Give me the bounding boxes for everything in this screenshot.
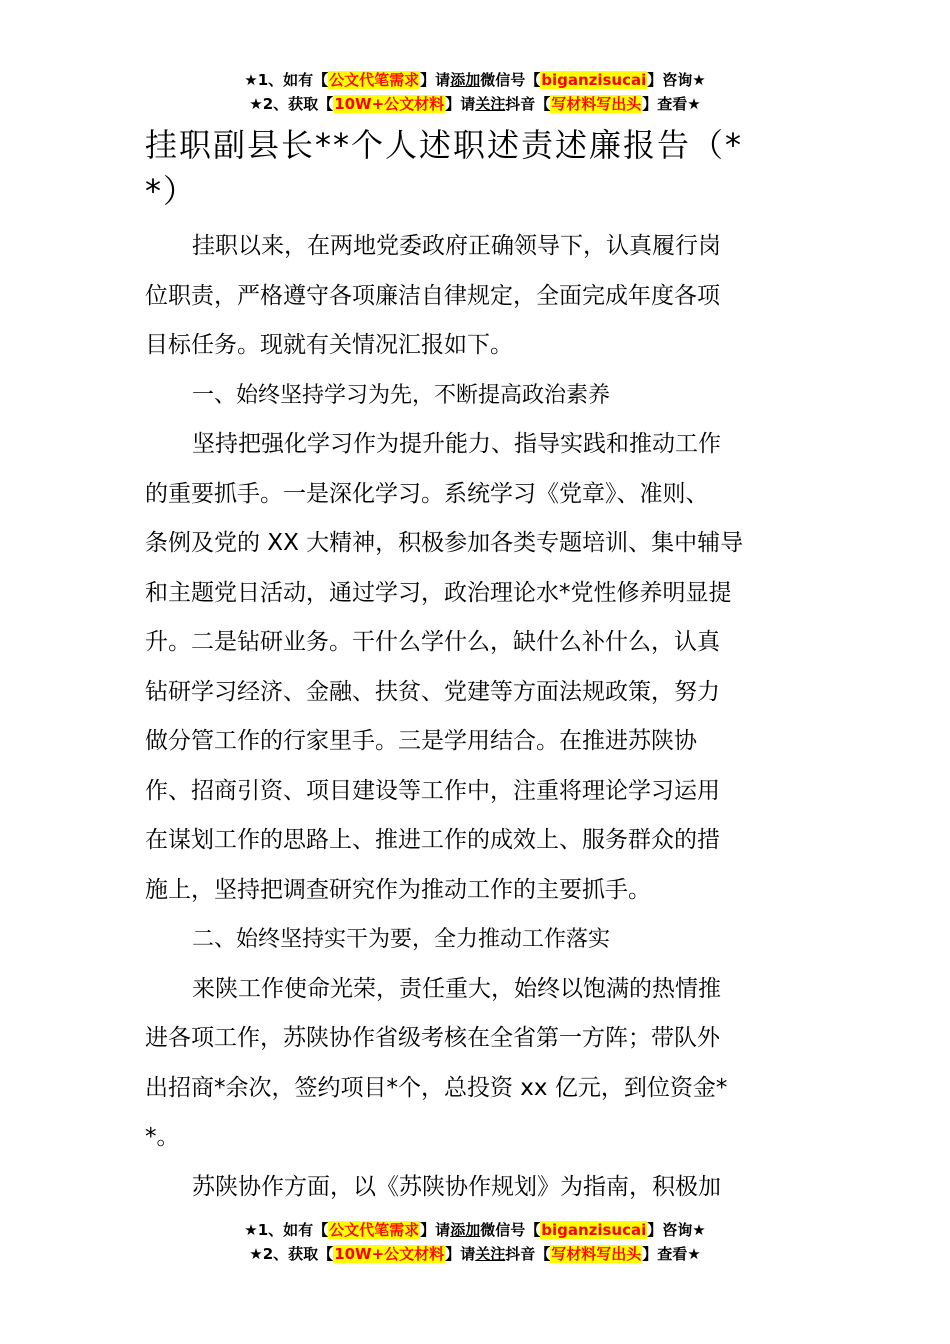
banner-text: 】请 — [445, 95, 476, 113]
banner-highlight: 公文代笔需求 — [329, 1221, 420, 1239]
paragraph-line: 挂职以来，在两地党委政府正确领导下，认真履行岗 — [192, 233, 721, 259]
banner-text: ★1、如有【 — [244, 1221, 329, 1239]
paragraph-line: 来陕工作使命光荣，责任重大，始终以饱满的热情推 — [192, 975, 721, 1002]
paragraph-line: 和主题党日活动，通过学习，政治理论水*党性修养明显提 — [145, 579, 732, 606]
paragraph-line: 条例及党的 XX 大精神，积极参加各类专题培训、集中辅导 — [145, 530, 744, 556]
paragraph-line: 出招商*余次，签约项目*个，总投资 xx 亿元，到位资金* — [145, 1074, 728, 1101]
paragraph-line: 苏陕协作方面，以《苏陕协作规划》为指南，积极加 — [192, 1173, 721, 1200]
banner-text: 抖音【 — [505, 1245, 551, 1263]
footer-banner — [0, 1218, 950, 1266]
banner-text: 】查看★ — [642, 95, 701, 113]
paragraph-line: 进各项工作，苏陕协作省级考核在全省第一方阵；带队外 — [145, 1025, 720, 1051]
banner-line-2 — [0, 1242, 950, 1266]
banner-highlight: biganzisucai — [541, 1221, 647, 1239]
banner-text: 】咨询★ — [647, 1221, 706, 1239]
paragraph-line: 的重要抓手。一是深化学习。系统学习《党章》、准则、 — [145, 480, 709, 507]
paragraph-line: 位职责，严格遵守各项廉洁自律规定，全面完成年度各项 — [145, 282, 720, 309]
banner-text: 】请 — [420, 1221, 451, 1239]
paragraph-line: 目标任务。现就有关情况汇报如下。 — [145, 332, 513, 358]
paragraph-line: 坚持把强化学习作为提升能力、指导实践和推动工作 — [192, 431, 721, 457]
banner-underline: 关注 — [475, 1245, 506, 1263]
paragraph-line: 作、招商引资、项目建设等工作中，注重将理论学习运用 — [145, 777, 720, 804]
banner-underline: 添加 — [450, 1221, 481, 1239]
banner-text: 】请 — [420, 71, 451, 89]
banner-line-2 — [0, 92, 950, 116]
banner-highlight: 写材料写出头 — [551, 1245, 642, 1263]
document-body — [145, 222, 810, 1212]
paragraph-line: 钻研学习经济、金融、扶贫、党建等方面法规政策，努力 — [145, 678, 720, 705]
banner-line-1 — [0, 68, 950, 92]
banner-text: ★2、获取【 — [249, 95, 334, 113]
banner-text: ★1、如有【 — [244, 71, 329, 89]
banner-underline: 关注 — [475, 95, 506, 113]
title-line: *） — [145, 172, 198, 210]
banner-highlight: 10W+公文材料 — [334, 95, 445, 113]
section-heading: 一、始终坚持学习为先，不断提高政治素养 — [192, 382, 611, 408]
paragraph-line: *。 — [145, 1124, 180, 1150]
paragraph-line: 做分管工作的行家里手。三是学用结合。在推进苏陕协 — [145, 728, 697, 754]
banner-highlight: 写材料写出头 — [551, 95, 642, 113]
banner-text: 】查看★ — [642, 1245, 701, 1263]
banner-text: 抖音【 — [505, 95, 551, 113]
header-banner — [0, 68, 950, 116]
banner-text: ★2、获取【 — [249, 1245, 334, 1263]
section-heading: 二、始终坚持实干为要，全力推动工作落实 — [192, 927, 611, 952]
banner-text: 微信号【 — [480, 71, 541, 89]
document-title — [145, 122, 815, 214]
paragraph-line: 在谋划工作的思路上、推进工作的成效上、服务群众的措 — [145, 827, 720, 853]
banner-line-1 — [0, 1218, 950, 1242]
banner-highlight: 公文代笔需求 — [329, 71, 420, 89]
banner-highlight: 10W+公文材料 — [334, 1245, 445, 1263]
paragraph-line: 升。二是钻研业务。干什么学什么，缺什么补什么，认真 — [145, 629, 720, 655]
banner-text: 微信号【 — [480, 1221, 541, 1239]
banner-highlight: biganzisucai — [541, 71, 647, 89]
title-line: 挂职副县长**个人述职述责述廉报告（* — [145, 126, 744, 164]
banner-underline: 添加 — [450, 71, 481, 89]
banner-text: 】请 — [445, 1245, 476, 1263]
banner-text: 】咨询★ — [647, 71, 706, 89]
paragraph-line: 施上，坚持把调查研究作为推动工作的主要抓手。 — [145, 876, 651, 903]
